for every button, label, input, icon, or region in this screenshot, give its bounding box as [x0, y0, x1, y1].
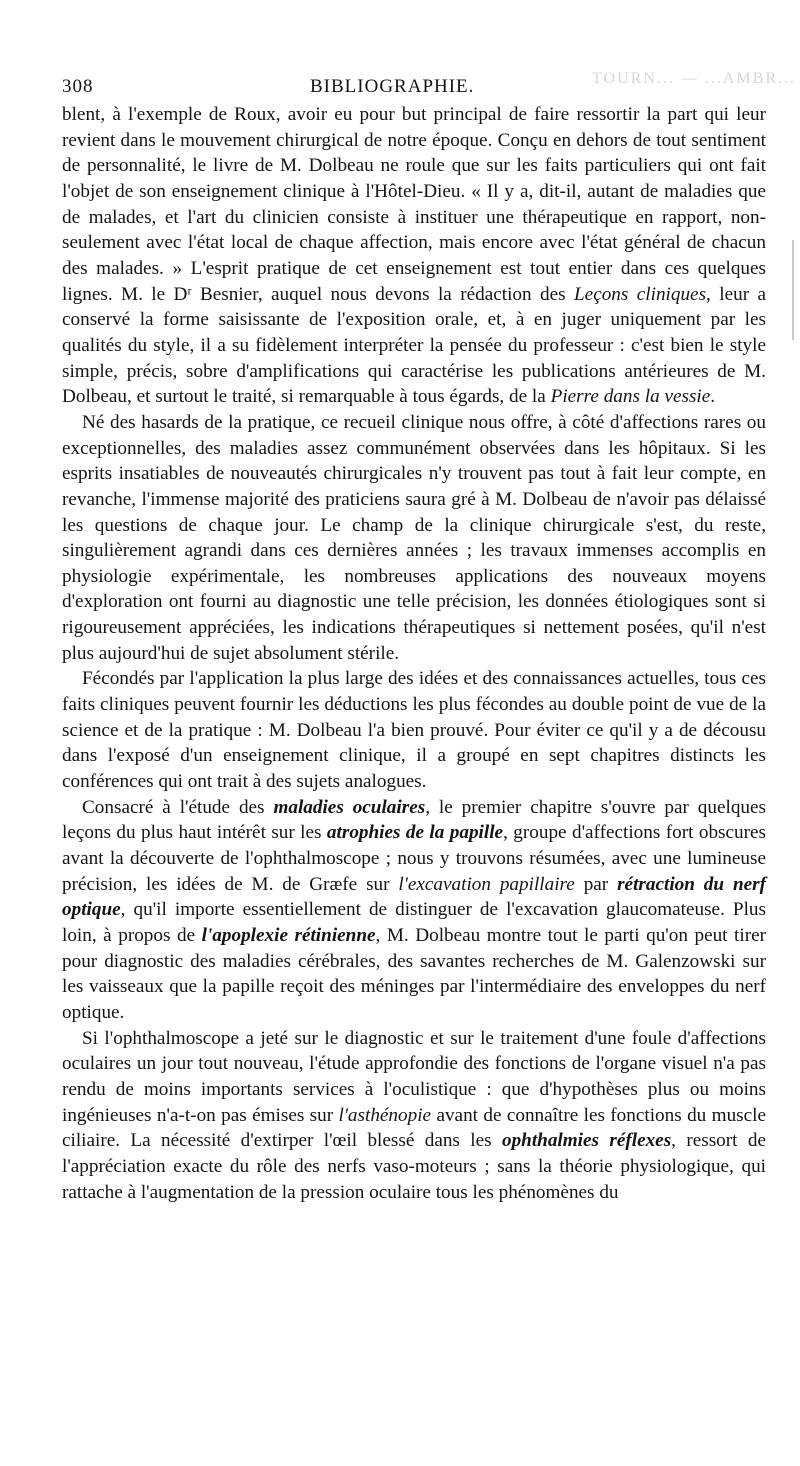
text-run: , qu'il importe essentiellement de distinguer de l'excavation glaucomateuse. Plus loin, à propos de	[62, 899, 766, 946]
running-title: BIBLIOGRAPHIE.	[310, 76, 475, 97]
paragraph	[62, 666, 766, 794]
text-run: , le premier chapitre s'ouvre par quelques leçons du plus haut intérêt sur les	[62, 796, 767, 844]
text-run: , leur a conservé la forme saisissante de l'exposition orale, et, à en juger uniquement par les qualités du style, il a su fidèlement interpréter la pensée du professeur : c'est bien le style simple, précis, sobre d'amplifications qui caractérise les publications antérieures de M. Dolbeau, et surtout le traité, si remarquable à tous égards, de la	[62, 283, 766, 408]
text-run: blent, à l'exemple de Roux, avoir eu pour but principal de faire ressortir la part qui leur revient dans le mouvement chirurgical de notre époque. Conçu en dehors de tout sentiment de personnalité, le livre de M. Dolbeau ne roule que sur les faits particuliers qui ont fait l'objet de son enseignement clinique à l'Hôtel-Dieu. « Il y a, dit-il, autant de maladies que de malades, et l'art du clinicien consiste à instituer une thérapeutique en rapport, non-seulement avec l'état local de chaque affection, mais encore avec l'état général de chacun des malades. » L'esprit pratique de cet enseignement est tout entier dans ces quelques lignes. M. le Dʳ Besnier, auquel nous devons la rédaction des	[62, 104, 766, 305]
italic-term: rétraction du nerf optique	[62, 873, 766, 921]
text-run: Si l'ophthalmoscope a jeté sur le diagnostic et sur le traitement d'une foule d'affections oculaires un jour tout nouveau, l'étude approfondie des fonctions de l'organe visuel n'a pas rendu de moins importants services à l'oculistique : que d'hypothèses plus ou moins ingénieuses n'a-t-on pas émises sur	[62, 1027, 766, 1126]
italic-term: maladies oculaires	[273, 796, 426, 818]
text-run: Né des hasards de la pratique, ce recueil clinique nous offre, à côté d'affections rares ou exceptionnelles, des maladies assez communément observées dans les hôpitaux. Si les esprits insatiables de nouveautés chirurgicales n'y trouvent pas tout à fait leur compte, en revanche, l'immense majorité des praticiens saura gré à M. Dolbeau de n'avoir pas délaissé les questions de chaque jour. Le champ de la clinique chirurgicale s'est, du reste, singulièrement agrandi dans ces dernières années ; les travaux immenses accomplis en physiologie expérimentale, les nombreuses applications des nouveaux moyens d'exploration ont fourni au diagnostic une telle précision, les données étiologiques sont si rigoureusement appréciées, les indications thérapeutiques si nettement posées, qu'il n'est plus aujourd'hui de sujet absolument stérile.	[62, 411, 766, 664]
text-run: Fécondés par l'application la plus large des idées et des connaissances actuelles, tous ces faits cliniques peuvent fournir les déductions les plus fécondes au double point de vue de la science et de la pratique : M. Dolbeau l'a bien prouvé. Pour éviter ce qu'il y a de décousu dans l'exposé d'un enseignement clinique, il a groupé en sept chapitres distincts les conférences qui ont trait à des sujets analogues.	[62, 668, 766, 793]
text-run: , groupe d'affections fort obscures avant la découverte de l'ophthalmoscope ; nous y trouvons résumées, avec une lumineuse précision, les idées de M. de Græfe sur	[62, 822, 766, 895]
text-run: par	[574, 873, 618, 895]
italic-title: Leçons cliniques	[574, 283, 707, 305]
running-head	[62, 70, 796, 100]
text-run: Consacré à l'étude des	[82, 796, 274, 818]
italic-term: l'excavation papillaire	[398, 873, 575, 895]
italic-term: atrophies de la papille	[326, 822, 504, 844]
italic-term: l'apoplexie rétinienne	[201, 925, 376, 946]
italic-title: Pierre dans la vessie	[550, 386, 711, 408]
italic-term: l'asthénopie	[338, 1104, 432, 1126]
paragraph	[62, 410, 766, 667]
paragraph	[62, 795, 766, 1026]
italic-term: ophthalmies réflexes	[501, 1130, 672, 1152]
book-page	[62, 70, 796, 1205]
text-run: .	[710, 386, 716, 408]
page-number: 308	[62, 76, 94, 97]
body-text	[62, 102, 766, 1205]
paragraph	[62, 102, 766, 410]
bleed-through-text: TOURN... — ...AMBR...	[592, 70, 796, 87]
text-run: , ressort de l'appréciation exacte du rôle des nerfs vaso-moteurs ; sans la théorie physiologique, qui rattache à l'augmentation de la pression oculaire tous les phénomènes du	[62, 1130, 766, 1203]
paragraph	[62, 1026, 766, 1206]
text-run: , M. Dolbeau montre tout le parti qu'on peut tirer pour diagnostic des maladies cérébrales, des savantes recherches de M. Galenzowski sur les vaisseaux que la papille reçoit des méninges par l'intermédiaire des enveloppes du nerf optique.	[62, 925, 766, 1023]
text-run: avant de connaître les fonctions du muscle ciliaire. La nécessité d'extirper l'œil blessé dans les	[62, 1104, 766, 1152]
page-edge-shadow	[792, 240, 794, 340]
